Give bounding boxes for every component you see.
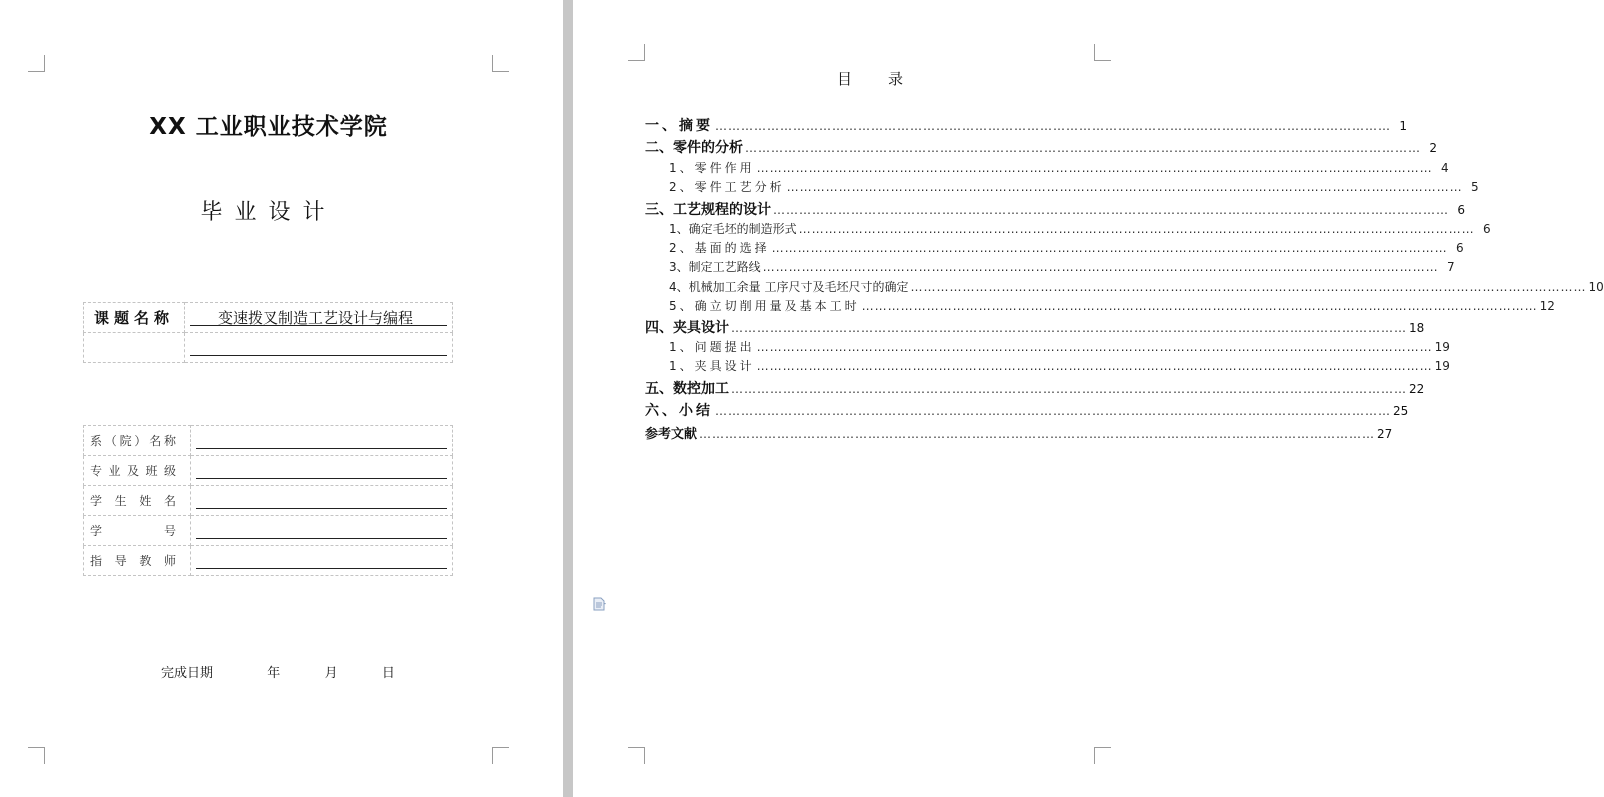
topic-value-cell[interactable]	[185, 303, 453, 333]
crop-mark	[28, 747, 45, 764]
crop-mark	[628, 747, 645, 764]
toc-entry[interactable]: 5、确立切削用量及基本工时 ………………………………………………………………………………………………………………………………………… 12	[669, 299, 1555, 313]
underline	[196, 448, 447, 449]
year-label: 年	[267, 666, 281, 681]
toc-entry[interactable]: 3、制定工艺路线 ………………………………………………………………………………………………………………………………………… 7	[669, 260, 1455, 274]
crop-mark	[492, 55, 509, 72]
day-label: 日	[381, 666, 395, 681]
toc-entry[interactable]: 1、夹具设计 ………………………………………………………………………………………………………………………………………… 19	[669, 359, 1450, 373]
school-title: XX 工业职业技术学院	[149, 114, 388, 140]
crop-mark	[1094, 747, 1111, 764]
toc-entry[interactable]: 参考文献 ………………………………………………………………………………………………………………………………………… 27	[645, 427, 1393, 442]
month-label: 月	[324, 666, 338, 681]
toc-entry[interactable]: 1、零件作用 ………………………………………………………………………………………………………………………………………… 4	[669, 161, 1449, 175]
underline	[190, 355, 447, 356]
underline	[190, 325, 447, 326]
toc-title: 目 录	[837, 70, 904, 88]
student-info-table	[83, 425, 453, 576]
crop-mark	[1094, 44, 1111, 61]
field-label: 专业及班级	[84, 456, 191, 486]
topic-value: 变速拨叉制造工艺设计与编程	[217, 309, 413, 327]
underline	[196, 538, 447, 539]
student-id-field[interactable]	[191, 516, 453, 546]
topic-table	[83, 302, 453, 363]
empty-label-cell	[84, 333, 185, 363]
crop-mark	[28, 55, 45, 72]
toc-entry[interactable]: 2、基面的选择 ………………………………………………………………………………………………………………………………………… 6	[669, 241, 1464, 255]
department-field[interactable]	[191, 426, 453, 456]
field-label: 指导教师	[84, 546, 191, 576]
field-label: 系（院）名称	[84, 426, 191, 456]
toc-entry[interactable]: 1、问题提出 ………………………………………………………………………………………………………………………………………… 19	[669, 340, 1450, 354]
toc-entry[interactable]: 4、机械加工余量 工序尺寸及毛坯尺寸的确定 ………………………………………………………………………………………………………………………………………… 10	[669, 280, 1604, 294]
paste-options-icon[interactable]	[592, 597, 606, 611]
advisor-field[interactable]	[191, 546, 453, 576]
field-label: 学生姓名	[84, 486, 191, 516]
underline	[196, 568, 447, 569]
crop-mark	[628, 44, 645, 61]
toc-entry[interactable]: 三、工艺规程的设计 ………………………………………………………………………………………………………………………………………… 6	[645, 202, 1465, 218]
toc-entry[interactable]: 二、零件的分析 ………………………………………………………………………………………………………………………………………… 2	[645, 140, 1437, 156]
toc-entry[interactable]: 五、数控加工 ………………………………………………………………………………………………………………………………………… 22	[645, 381, 1425, 397]
underline	[196, 508, 447, 509]
major-class-field[interactable]	[191, 456, 453, 486]
field-label: 学号	[84, 516, 191, 546]
topic-value-cell-2[interactable]	[185, 333, 453, 363]
toc-entry[interactable]: 六、小结 ………………………………………………………………………………………………………………………………………… 25	[645, 403, 1409, 419]
student-name-field[interactable]	[191, 486, 453, 516]
toc-entry[interactable]: 1、确定毛坯的制造形式 ………………………………………………………………………………………………………………………………………… 6	[669, 222, 1491, 236]
toc-entry[interactable]: 一、摘要 ………………………………………………………………………………………………………………………………………… 1	[645, 118, 1407, 134]
crop-mark	[492, 747, 509, 764]
toc-entry[interactable]: 四、夹具设计 ………………………………………………………………………………………………………………………………………… 18	[645, 320, 1425, 336]
completion-date	[161, 662, 395, 681]
cover-page	[0, 0, 560, 797]
underline	[196, 478, 447, 479]
toc-entry[interactable]: 2、零件工艺分析 ………………………………………………………………………………………………………………………………………… 5	[669, 180, 1479, 194]
topic-label: 课题名称	[84, 303, 185, 333]
page-gutter	[560, 0, 576, 797]
completion-label: 完成日期	[161, 666, 214, 681]
document-type: 毕业设计	[200, 200, 337, 225]
